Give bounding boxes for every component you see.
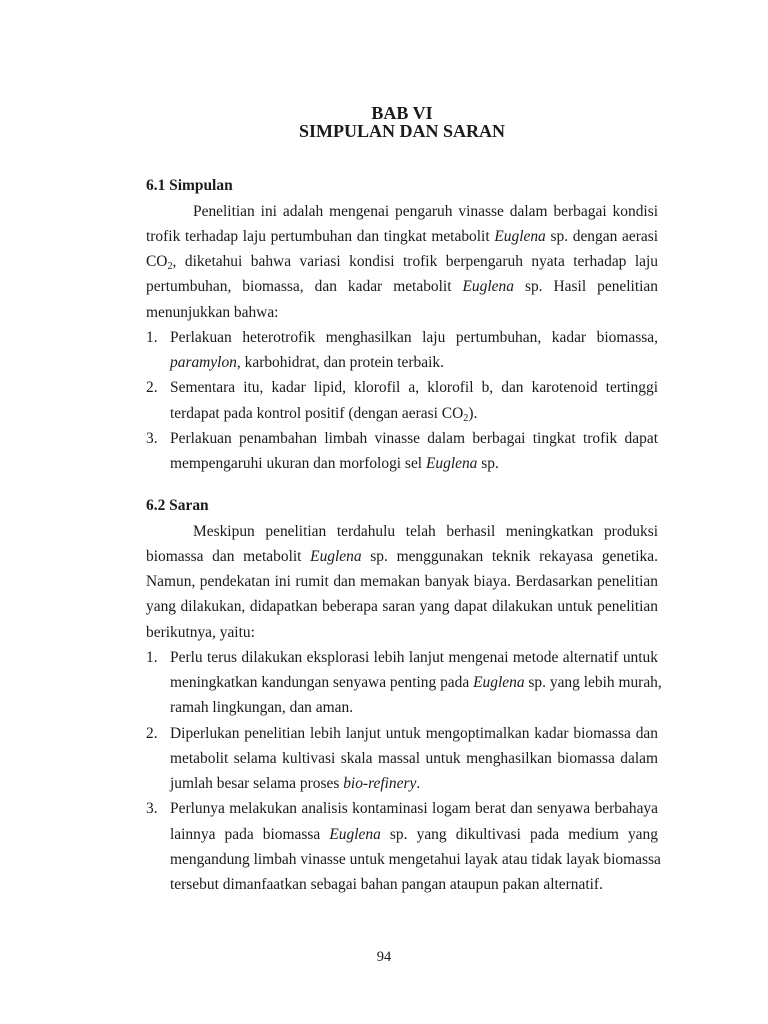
- section-simpulan: [146, 173, 658, 476]
- text-run: jumlah besar selama proses: [170, 775, 344, 793]
- subscript: 2: [463, 412, 469, 424]
- text-run: Perlu terus dilakukan eksplorasi lebih lanjut mengenai metode alternatif untuk: [170, 648, 658, 666]
- text-run: terdapat pada kontrol positif (dengan aerasi CO: [170, 404, 464, 422]
- text-line: [170, 426, 658, 451]
- text-line: [170, 375, 658, 400]
- text-run: ).: [468, 404, 478, 422]
- text-run: ramah lingkungan, dan aman.: [170, 699, 354, 717]
- text-line: [170, 401, 658, 426]
- section-heading: 6.2 Saran: [146, 497, 209, 515]
- text-run: metabolit selama kultivasi skala massal untuk menghasilkan biomassa dalam: [170, 749, 658, 767]
- text-line: [170, 451, 658, 476]
- text-line: [146, 274, 658, 299]
- list-marker: 3.: [146, 429, 158, 447]
- text-run: meningkatkan kandungan senyawa penting pada: [170, 674, 474, 692]
- list-marker: 1.: [146, 648, 158, 666]
- text-line: [146, 300, 658, 325]
- italic-term: Euglena: [494, 227, 546, 245]
- text-run: sp. menggunakan teknik rekayasa genetika.: [361, 547, 658, 565]
- chapter-number: BAB VI: [371, 103, 433, 123]
- italic-term: Euglena: [425, 455, 478, 473]
- numbered-list: [146, 645, 662, 898]
- numbered-list: [146, 325, 658, 477]
- text-line: [170, 325, 658, 350]
- text-run: berikutnya, yaitu:: [146, 623, 255, 641]
- text-line: [146, 569, 658, 594]
- text-line: [170, 796, 658, 821]
- italic-term: Euglena: [329, 825, 381, 843]
- text-line: [146, 544, 658, 569]
- chapter-title: SIMPULAN DAN SARAN: [298, 121, 505, 141]
- text-line: [170, 721, 658, 746]
- document-body: [146, 173, 662, 897]
- text-run: biomassa dan metabolit: [146, 547, 311, 565]
- text-run: Perlakuan penambahan limbah vinasse dalam berbagai tingkat trofik dapat: [170, 429, 658, 447]
- text-run: sp. Hasil penelitian: [513, 278, 658, 296]
- section-heading: 6.1 Simpulan: [146, 177, 233, 195]
- text-line: [170, 872, 658, 897]
- list-marker: 3.: [146, 800, 158, 818]
- text-run: sp. dengan aerasi: [545, 227, 658, 245]
- text-line: [146, 519, 658, 544]
- text-run: Perlakuan heterotrofik menghasilkan laju pertumbuhan, kadar biomassa,: [170, 328, 658, 346]
- text-line: [170, 771, 658, 796]
- text-run: Namun, pendekatan ini rumit dan memakan banyak biaya. Berdasarkan penelitian: [146, 573, 658, 591]
- list-item: [146, 375, 658, 426]
- page-number: 94: [376, 949, 392, 965]
- text-run: Perlunya melakukan analisis kontaminasi logam berat dan senyawa berbahaya: [170, 800, 658, 818]
- section-saran: [146, 493, 662, 897]
- text-run: yang dilakukan, didapatkan beberapa saran yang dapat dilakukan untuk penelitian: [146, 598, 658, 616]
- text-line: [170, 822, 658, 847]
- text-run: menunjukkan bahwa:: [146, 303, 279, 321]
- text-run: Sementara itu, kadar lipid, klorofil a, klorofil b, dan karotenoid tertinggi: [170, 379, 658, 397]
- list-marker: 2.: [146, 379, 158, 397]
- list-item: [146, 645, 662, 721]
- paragraph: [146, 519, 658, 645]
- italic-term: Euglena: [462, 278, 514, 296]
- text-line: [170, 350, 658, 375]
- list-marker: 2.: [146, 724, 158, 742]
- subscript: 2: [167, 261, 173, 273]
- text-line: [146, 249, 658, 274]
- text-run: mengandung limbah vinasse untuk mengetahui layak atau tidak layak biomassa: [170, 850, 661, 868]
- text-line: [146, 224, 658, 249]
- text-run: CO: [146, 253, 168, 271]
- text-run: sp. yang dikultivasi pada medium yang: [380, 825, 658, 843]
- text-line: [170, 645, 658, 670]
- italic-term: Euglena: [473, 674, 525, 692]
- chapter-header: [146, 104, 658, 140]
- text-run: sp.: [477, 455, 499, 473]
- text-line: [146, 594, 658, 619]
- text-line: [170, 746, 658, 771]
- list-item: [146, 325, 658, 376]
- list-item: [146, 796, 661, 897]
- text-run: pertumbuhan, biomassa, dan kadar metabolit: [146, 278, 463, 296]
- italic-term: paramylon: [170, 354, 237, 372]
- italic-term: Euglena: [310, 547, 362, 565]
- text-line: [170, 847, 661, 872]
- text-run: Meskipun penelitian terdahulu telah berhasil meningkatkan produksi: [193, 522, 658, 540]
- text-line: [146, 620, 658, 645]
- text-run: .: [416, 775, 421, 793]
- text-line: [170, 670, 662, 695]
- paragraph: [146, 199, 658, 325]
- list-item: [146, 426, 658, 477]
- text-run: tersebut dimanfaatkan sebagai bahan pangan ataupun pakan alternatif.: [170, 876, 603, 894]
- text-run: , diketahui bahwa variasi kondisi trofik berpengaruh nyata terhadap laju: [172, 253, 658, 271]
- text-run: trofik terhadap laju pertumbuhan dan tingkat metabolit: [146, 227, 495, 245]
- list-marker: 1.: [146, 328, 158, 346]
- italic-term: bio-refinery: [343, 775, 417, 793]
- text-run: Diperlukan penelitian lebih lanjut untuk mengoptimalkan kadar biomassa dan: [170, 724, 658, 742]
- text-run: lainnya pada biomassa: [170, 825, 330, 843]
- text-line: [170, 695, 658, 720]
- text-run: mempengaruhi ukuran dan morfologi sel: [170, 455, 426, 473]
- text-run: Penelitian ini adalah mengenai pengaruh vinasse dalam berbagai kondisi: [193, 202, 658, 220]
- text-run: , karbohidrat, dan protein terbaik.: [236, 354, 444, 372]
- list-item: [146, 721, 658, 797]
- text-run: sp. yang lebih murah,: [524, 674, 662, 692]
- text-line: [146, 199, 658, 224]
